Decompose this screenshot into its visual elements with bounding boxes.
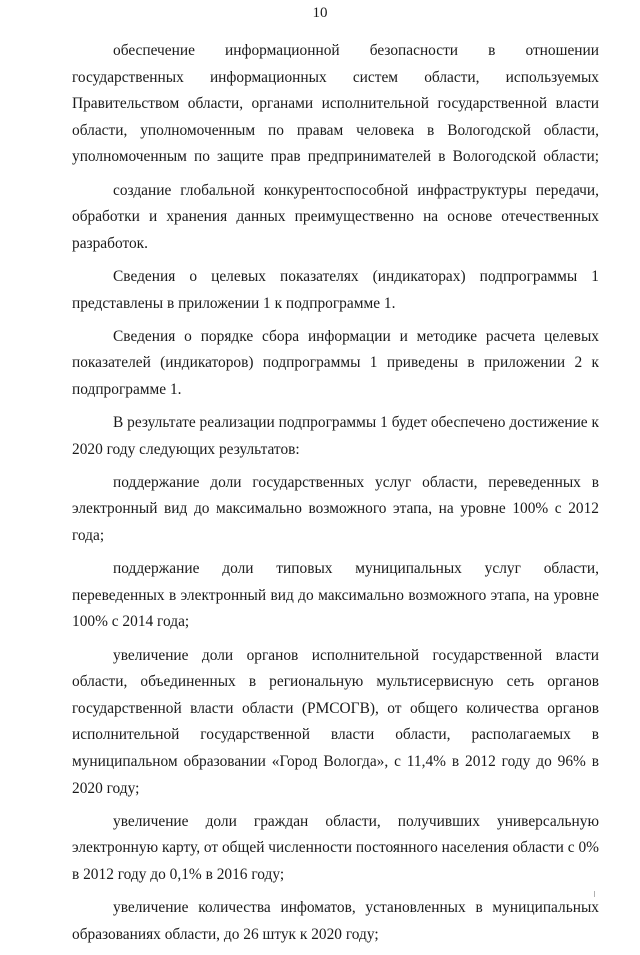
paragraph-information-security: обеспечение информационной безопасности в отношении государственных информационных систем области, используемых Правительством области, органами исполнительной государственной власти области, уполномоченным по правам человека в Вологодской области, уполномоченным по защите прав предпринимателей в Вологодской области;: [72, 42, 599, 166]
paragraph-target-indicators: Сведения о целевых показателях (индикаторах) подпрограммы 1 представлены в приложении 1 к подпрограмме 1.: [72, 267, 599, 312]
paragraph-infomats-count: увеличение количества инфоматов, установленных в муниципальных образованиях области, до 26 штук к 2020 году;: [72, 899, 599, 943]
body-text: [72, 38, 599, 955]
paragraph-municipal-services-share: поддержание доли типовых муниципальных услуг области, переведенных в электронный вид до максимально возможного этапа, на уровне 100% с 2014 года;: [72, 560, 599, 631]
paragraph-data-infrastructure: создание глобальной конкурентоспособной инфраструктуры передачи, обработки и хранения данных преимущественно на основе отечественных разработок.: [72, 181, 599, 252]
paragraph-expected-results-intro: В результате реализации подпрограммы 1 будет обеспечено достижение к 2020 году следующих результатов:: [72, 414, 599, 458]
paragraph-data-collection-method: Сведения о порядке сбора информации и методике расчета целевых показателей (индикаторов) подпрограммы 1 приведены в приложении 2 к подпрограмме 1.: [72, 327, 599, 398]
page-number: 10: [312, 5, 328, 21]
paragraph-rmsogv-network-share: увеличение доли органов исполнительной государственной власти области, объединенных в региональную мультисервисную сеть органов государственной власти области (РМСОГВ), от общего количества органов исполнительной государственной власти области, располагаемых в муниципальном образовании «Город Вологда», с 11,4% в 2012 году до 96% в 2020 году;: [72, 646, 599, 797]
scan-artifact-mark: [594, 891, 595, 897]
paragraph-electronic-card-share: увеличение доли граждан области, получивших универсальную электронную карту, от общей численности постоянного населения области с 0% в 2012 году до 0,1% в 2016 году;: [72, 812, 599, 883]
paragraph-state-services-share: поддержание доли государственных услуг области, переведенных в электронный вид до максимально возможного этапа, на уровне 100% с 2012 года;: [72, 473, 599, 545]
